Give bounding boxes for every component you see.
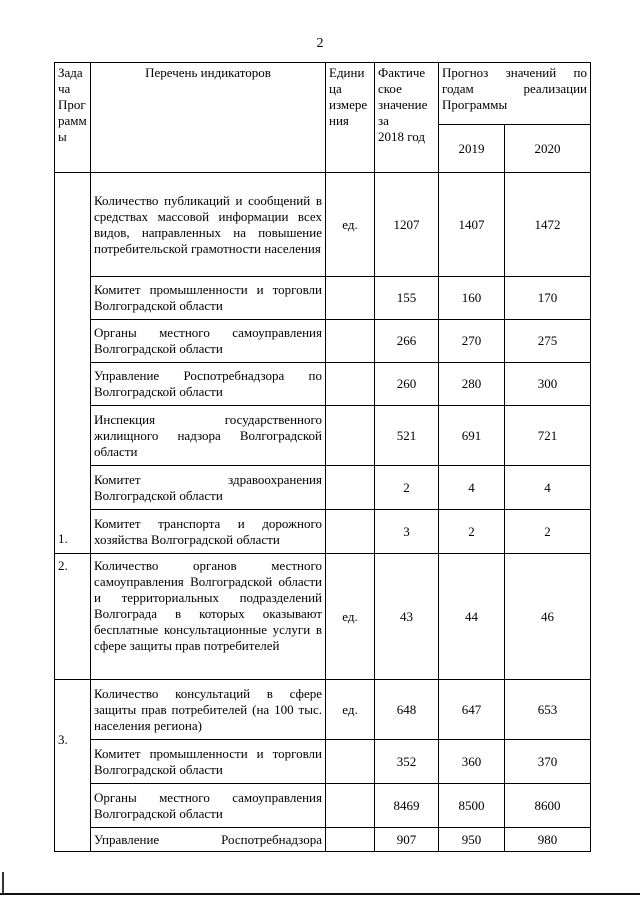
indicator-name: Количество органов местного самоуправления Волгоградской области и территориальных подразделений Волгограда в которых оказывают бесплатные консультационные услуги в сфере защиты прав потребителей [91,554,326,680]
value-2018: 155 [375,277,439,320]
value-2019: 691 [439,406,505,466]
indicator-name: Органы местного самоуправления Волгоградской области [91,320,326,363]
header-indicators: Перечень индикаторов [91,63,326,173]
value-2019: 160 [439,277,505,320]
table-row [55,406,591,466]
scan-edge-line [0,893,640,895]
value-2018: 43 [375,554,439,680]
indicator-name: Управление Роспотребнадзора по Волгоградской области [91,363,326,406]
header-year-2020: 2020 [505,125,591,173]
table-row [55,173,591,277]
value-2019: 647 [439,680,505,740]
value-2020: 275 [505,320,591,363]
page-number: 2 [316,36,324,51]
indicator-name: Количество публикаций и сообщений в средствах массовой информации всех видов, направленных на повышение потребительской грамотности населения [91,173,326,277]
indicator-unit: ед. [326,173,375,277]
indicator-name: Комитет промышленности и торговли Волгоградской области [91,740,326,784]
value-2019: 4 [439,466,505,510]
table-row [55,554,591,680]
table-row [55,277,591,320]
value-2018: 266 [375,320,439,363]
value-2019: 2 [439,510,505,554]
indicator-unit [326,828,375,852]
value-2020: 1472 [505,173,591,277]
value-2020: 653 [505,680,591,740]
header-unit: Едини ца измере ния [326,63,375,173]
value-2018: 3 [375,510,439,554]
indicator-unit [326,320,375,363]
header-task: Зада ча Прог рамм ы [55,63,91,173]
indicator-name: Количество консультаций в сфере защиты прав потребителей (на 100 тыс. населения региона) [91,680,326,740]
indicator-unit: ед. [326,554,375,680]
indicator-unit [326,740,375,784]
indicator-name: Комитет транспорта и дорожного хозяйства Волгоградской области [91,510,326,554]
value-2020: 721 [505,406,591,466]
value-2018: 521 [375,406,439,466]
table-row [55,828,591,852]
value-2020: 300 [505,363,591,406]
value-2019: 1407 [439,173,505,277]
task-number: 2. [55,554,91,680]
indicator-unit [326,277,375,320]
value-2018: 907 [375,828,439,852]
table-row [55,320,591,363]
table-row [55,363,591,406]
value-2020: 170 [505,277,591,320]
header-year-2019: 2019 [439,125,505,173]
task-number: 1. [55,173,91,554]
value-2018: 648 [375,680,439,740]
value-2019: 44 [439,554,505,680]
indicator-name: Комитет здравоохранения Волгоградской области [91,466,326,510]
value-2020: 980 [505,828,591,852]
value-2018: 1207 [375,173,439,277]
task-number: 3. [55,680,91,852]
value-2018: 260 [375,363,439,406]
value-2019: 8500 [439,784,505,828]
indicators-table [54,62,591,852]
indicator-name: Инспекция государственного жилищного надзора Волгоградской области [91,406,326,466]
table-row [55,784,591,828]
value-2019: 360 [439,740,505,784]
indicator-unit: ед. [326,680,375,740]
table-row [55,740,591,784]
indicator-name: Комитет промышленности и торговли Волгоградской области [91,277,326,320]
table-row [55,680,591,740]
value-2019: 280 [439,363,505,406]
indicator-unit [326,406,375,466]
header-forecast: Прогноз значений по годам реализации Программы [439,63,591,125]
table-row [55,466,591,510]
value-2018: 8469 [375,784,439,828]
table-row [55,510,591,554]
scan-edge-mark [2,872,4,894]
indicator-unit [326,510,375,554]
value-2019: 950 [439,828,505,852]
indicator-unit [326,784,375,828]
value-2020: 370 [505,740,591,784]
value-2018: 352 [375,740,439,784]
value-2018: 2 [375,466,439,510]
value-2019: 270 [439,320,505,363]
indicator-unit [326,466,375,510]
indicator-name: Органы местного самоуправления Волгоградской области [91,784,326,828]
value-2020: 4 [505,466,591,510]
value-2020: 8600 [505,784,591,828]
indicator-name: Управление Роспотребнадзора [91,828,326,852]
header-actual: Фактиче ское значение за 2018 год [375,63,439,173]
value-2020: 2 [505,510,591,554]
indicator-unit [326,363,375,406]
value-2020: 46 [505,554,591,680]
